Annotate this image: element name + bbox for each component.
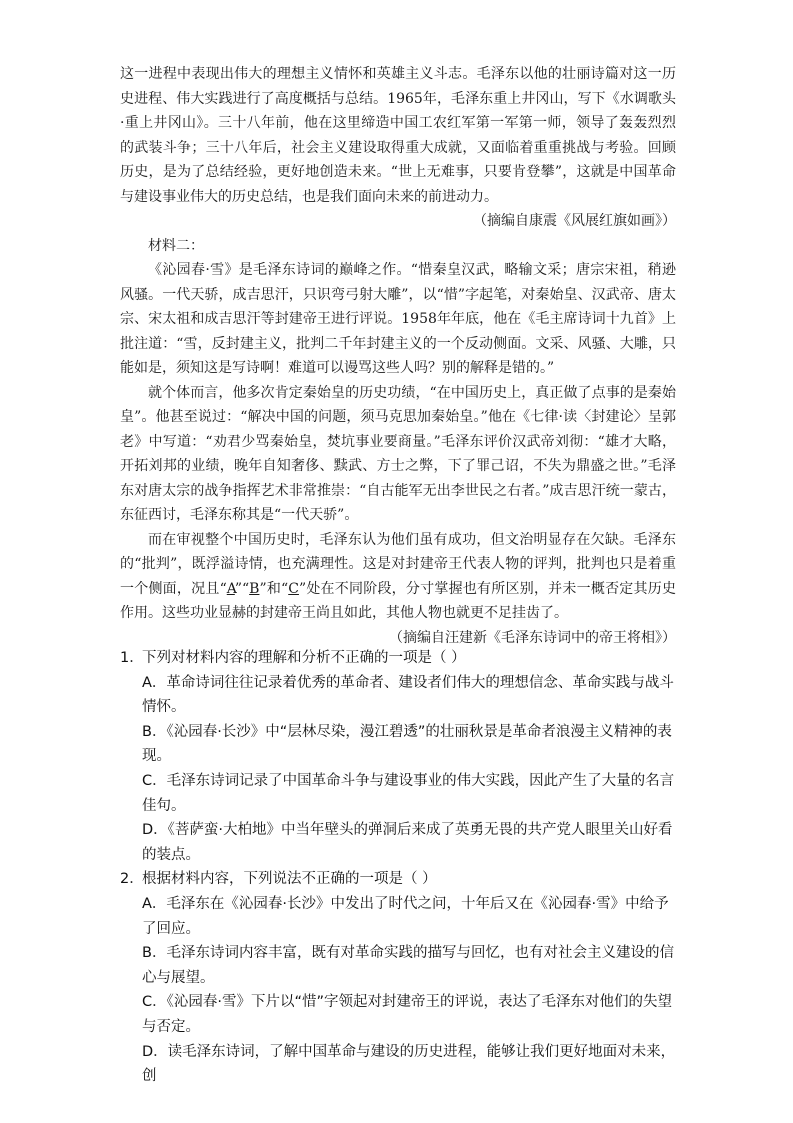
paragraph-3-text-c: ”和“ <box>259 580 289 597</box>
question-2-option-a: A．毛泽东在《沁园春·长沙》中发出了时代之问，十年后又在《沁园春·雪》中给予了回应。 <box>142 895 669 937</box>
question-1-text: 下列对材料内容的理解和分析不正确的一项是（ ） <box>142 650 466 666</box>
question-1-option-c: C．毛泽东诗词记录了中国革命斗争与建设事业的伟大实践，因此产生了大量的名言佳句。 <box>142 772 675 814</box>
blank-a: A <box>226 580 235 597</box>
question-2-option-c: C．《沁园春·雪》下片以“惜”字领起对封建帝王的评说，表达了毛泽东对他们的失望与否定。 <box>142 994 673 1035</box>
question-2-stem <box>120 867 680 892</box>
blank-c: C <box>288 580 299 597</box>
material-two-paragraph-2: 就个体而言，他多次肯定秦始皇的历史功绩，“在中国历史上，真正做了点事的是秦始皇”。他甚至说过：“解决中国的问题，须马克思加秦始皇。”他在《七律·读〈封建论〉呈郭老》中写道：“劝君少骂秦始皇，焚坑事业要商量。”毛泽东评价汉武帝刘彻：“雄才大略，开拓刘邦的业绩，晚年自知奢侈、黩武、方士之弊，下了罪己诏，不失为鼎盛之世。”毛泽东对唐太宗的战争指挥艺术非常推崇：“自古能军无出李世民之右者。”成吉思汗统一蒙古，东征西讨，毛泽东称其是“一代天骄”。 <box>120 384 676 523</box>
paragraph-3-text-d: ”处在不同阶段，分寸掌握也有所区别，并未一概否定其历史作用。这些功业显赫的封建帝王尚且如此，其他人物也就更不足挂齿了。 <box>120 580 676 621</box>
question-1-option-d: D．《菩萨蛮·大柏地》中当年壁头的弹洞后来成了英勇无畏的共产党人眼里关山好看的装点。 <box>142 822 673 863</box>
paragraph-3-text-a: 而在审视整个中国历史时，毛泽东认为他们虽有成功，但文治明显存在欠缺。毛泽东的“批判”，既浮溢诗情，也充满理性。这是对封建帝王代表人物的评判，批判也只是着重一个侧面，况且“ <box>120 531 676 597</box>
question-1 <box>120 646 680 867</box>
material-two-paragraph-3 <box>120 528 676 626</box>
material-one-source: （摘编自康震《风展红旗如画》） <box>473 213 676 229</box>
question-2-text: 根据材料内容，下列说法不正确的一项是（ ） <box>142 871 437 888</box>
question-list <box>120 646 680 1089</box>
question-1-option-b: B．《沁园春·长沙》中“层林尽染，漫江碧透”的壮丽秋景是革命者浪漫主义精神的表现。 <box>142 723 672 765</box>
question-2-option-d: D．读毛泽东诗词，了解中国革命与建设的历史进程，能够让我们更好地面对未来，创 <box>142 1043 676 1085</box>
question-2-option-b: B．毛泽东诗词内容丰富，既有对革命实践的描写与回忆，也有对社会主义建设的信心与展望。 <box>142 945 674 986</box>
question-2 <box>120 867 680 1088</box>
material-two-source: （摘编自汪建新《毛泽东诗词中的帝王将相》） <box>389 629 676 646</box>
material-section <box>120 62 676 650</box>
blank-b: B <box>249 580 260 597</box>
material-two-paragraph-1: 《沁园春·雪》是毛泽东诗词的巅峰之作。“惜秦皇汉武，略输文采；唐宗宋祖，稍逊风骚。一代天骄，成吉思汗，只识弯弓射大雕”，以“惜”字起笔，对秦始皇、汉武帝、唐太宗、宋太祖和成吉思汗等封建帝王进行评说。1958年年底，他在《毛主席诗词十九首》上批注道：“雪，反封建主义，批判二千年封建主义的一个反动侧面。文采、风骚、大雕，只能如是，须知这是写诗啊！难道可以谩骂这些人吗？别的解释是错的。” <box>120 262 676 376</box>
material-one-continuation: 这一进程中表现出伟大的理想主义情怀和英雄主义斗志。毛泽东以他的壮丽诗篇对这一历史进程、伟大实践进行了高度概括与总结。1965年，毛泽东重上井冈山，写下《水调歌头·重上井冈山》。三十八年前，他在这里缔造中国工农红军第一军第一师，领导了轰轰烈烈的武装斗争；三十八年后，社会主义建设取得重大成就，又面临着重重挑战与考验。回顾历史，是为了总结经验，更好地创造未来。“世上无难事，只要肯登攀”，这就是中国革命与建设事业伟大的历史总结，也是我们面向未来的前进动力。 <box>120 66 676 205</box>
question-2-number: 2． <box>120 871 144 888</box>
question-1-stem <box>120 646 680 671</box>
material-two-heading: 材料二： <box>148 237 204 254</box>
question-1-option-a: A．革命诗词往往记录着优秀的革命者、建设者们伟大的理想信念、革命实践与战斗情怀。 <box>142 674 674 716</box>
paragraph-3-text-b: ”“ <box>234 580 250 597</box>
question-1-number: 1． <box>120 650 144 666</box>
